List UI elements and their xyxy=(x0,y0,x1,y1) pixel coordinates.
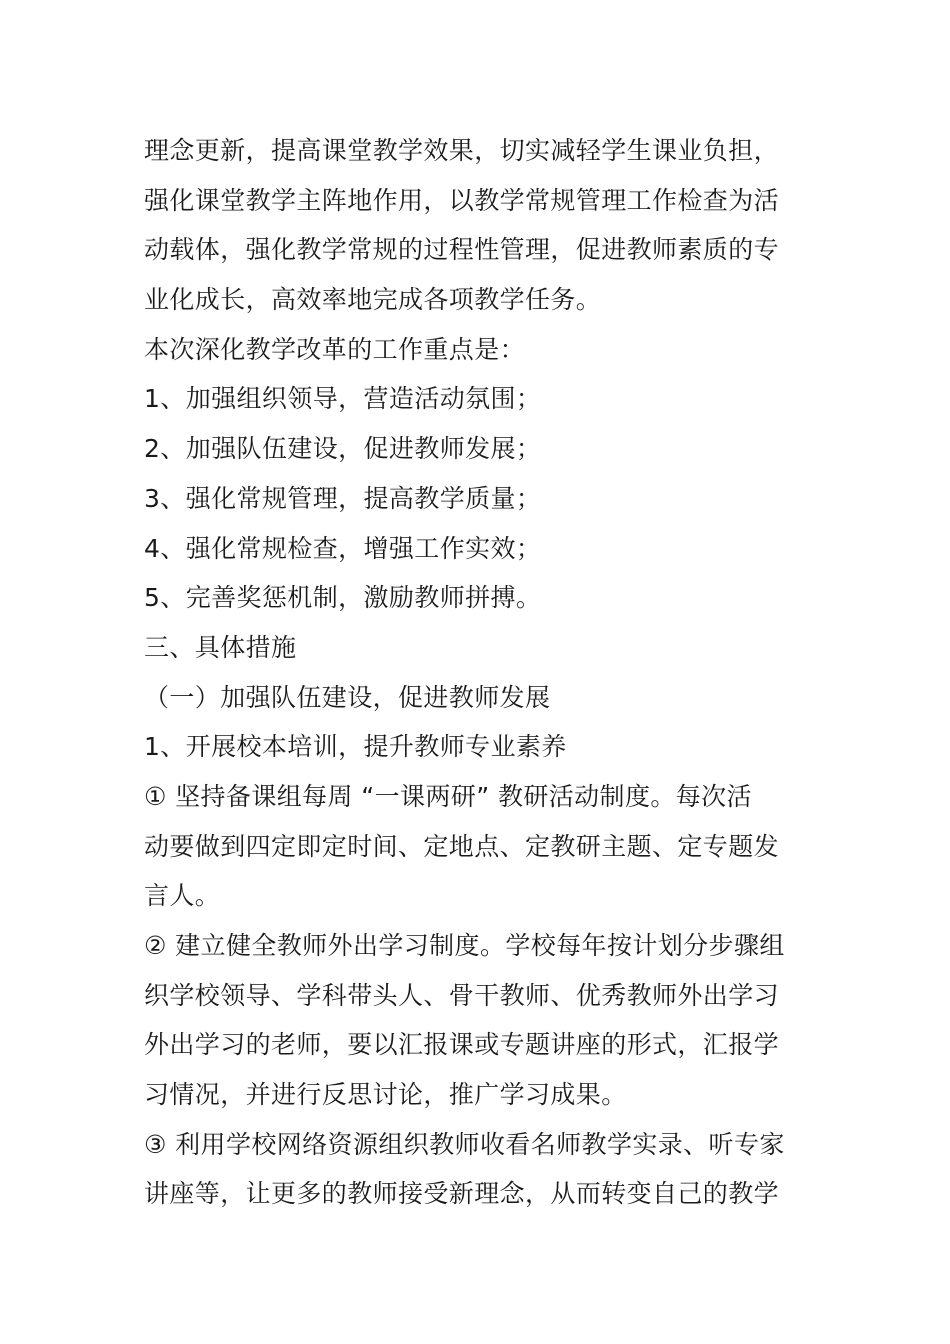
key-point-item: 5、完善奖惩机制，激励教师拼搏。 xyxy=(144,583,542,613)
measure-paragraph-line: ① 坚持备课组每周 “一课两研” 教研活动制度。每次活 xyxy=(144,781,752,811)
key-point-item: 2、加强队伍建设，促进教师发展； xyxy=(144,434,542,464)
body-text-line: 动载体，强化教学常规的过程性管理，促进教师素质的专 xyxy=(144,235,780,265)
body-text-line: 理念更新，提高课堂教学效果，切实减轻学生课业负担， xyxy=(144,136,780,165)
measure-paragraph-line: ② 建立健全教师外出学习制度。学校每年按计划分步骤组 xyxy=(144,931,785,960)
subsection-heading: （一）加强队伍建设，促进教师发展 xyxy=(144,682,551,712)
section-intro-line: 本次深化教学改革的工作重点是： xyxy=(144,334,526,364)
document-body xyxy=(144,126,814,1219)
measure-paragraph-line: ③ 利用学校网络资源组织教师收看名师教学实录、听专家 xyxy=(144,1129,785,1159)
body-text-line: 业化成长，高效率地完成各项教学任务。 xyxy=(144,285,602,315)
section-heading: 三、具体措施 xyxy=(144,632,297,662)
measure-paragraph-line: 外出学习的老师，要以汇报课或专题讲座的形式，汇报学 xyxy=(144,1030,780,1060)
key-point-item: 1、加强组织领导，营造活动氛围； xyxy=(144,384,542,414)
measure-paragraph-line: 习情况，并进行反思讨论，推广学习成果。 xyxy=(144,1080,627,1110)
body-text-line: 强化课堂教学主阵地作用，以教学常规管理工作检查为活 xyxy=(144,185,780,215)
measure-paragraph-line: 动要做到四定即定时间、定地点、定教研主题、定专题发 xyxy=(144,831,780,861)
key-point-item: 3、强化常规管理，提高教学质量； xyxy=(144,483,542,513)
measure-paragraph-line: 言人。 xyxy=(144,881,221,911)
sub-item-heading: 1、开展校本培训，提升教师专业素养 xyxy=(144,732,567,762)
measure-paragraph-line: 织学校领导、学科带头人、骨干教师、优秀教师外出学习 xyxy=(144,980,780,1010)
measure-paragraph-line: 讲座等，让更多的教师接受新理念，从而转变自己的教学 xyxy=(144,1179,780,1209)
key-point-item: 4、强化常规检查，增强工作实效； xyxy=(144,533,542,563)
